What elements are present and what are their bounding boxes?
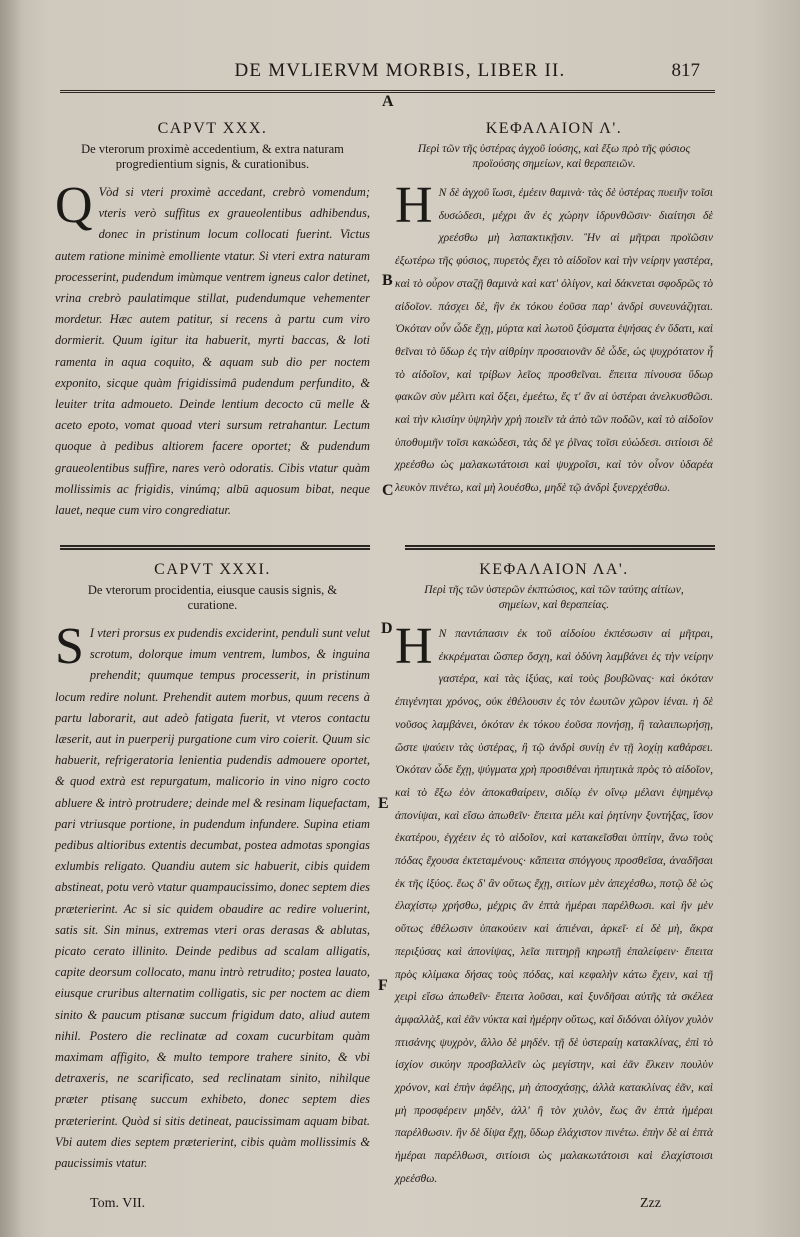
chapter31-greek-title: ΚΕΦΑΛΑΙΟΝ ΛΑ'. <box>479 561 629 578</box>
chapter-divider-left <box>60 545 370 550</box>
signature-mark: Zzz <box>640 1196 661 1211</box>
margin-marker-d: D <box>381 620 393 637</box>
margin-marker-f: F <box>378 977 388 994</box>
margin-marker-b: B <box>382 272 393 289</box>
chapter30-greek <box>395 112 713 500</box>
chapter30-latin-text: Vòd si vteri proximè accedant, crebrò vomendum; vteris verò suffitus ex graueolentibus adhibendus, donec in pristinum locum collocati fuerint. Victus autem ratione minimè emolliente vtatur. Si vteri extra naturam processerint, pudendum imùmque ventrem igneus calor detinet, vrina crebrò paulatimque stillat, pudendumque vehementer mordetur. Hæc autem patitur, si recens à partu cum viro dormierit. Quum igitur ita habuerit, myrti baccas, & loti ramenta in aqua coquito, & aquam sub dio per noctem exponito, sicque quàm frigidissimâ pudendum perfundito, & leuiter trita admoueto. Deinde lentium decocto cū melle & aceto epoto, vomat quoad vteri sursum retrahantur. Lectum quoque à pedibus altiorem facere oportet; & pudendum graueolentibus suffire, nares verò odoratis. Cibis vtatur quàm mollissimis ac frigidis, vinúmq; albū aquosum bibat, neque lauet, neque cum viro congrediatur. <box>55 185 370 518</box>
chapter31-greek-body <box>395 618 713 1191</box>
chapter31-latin-subtitle: De vterorum procidentia, eiusque causis signis, & curatione. <box>87 583 338 612</box>
chapter31-greek-initial: Η <box>395 618 433 675</box>
chapter31-greek-text: Ν παντάπασιν ἐκ τοῦ αἰδοίου ἐκπέσωσιν αἱ μῆτραι, ἐκκρέμαται ὥσπερ ὄσχη, καὶ ὀδύνη λαμβάνει ἐς τὴν νείρην γαστέρα, καὶ τὰς ἰξύας, καὶ τοὺς βουβῶνας· καὶ ὁκόταν ἐπιγένηται χρόνος, οὐκ ἐθέλουσιν ἐς τὸν ἑωυτῶν χῶρον ἰέναι. ἡ δὲ νοῦσος λαμβάνει, ὁκόταν ἐκ τόκου ἐοῦσα πονήσῃ, ἢ ταλαιπωρήσῃ, ὥστε ψαύειν τὰς ὑστέρας, ἢ τῷ ἀνδρὶ συνίῃ ἐν τῇ λοχίῃ καθάρσει. Ὁκόταν ὧδε ἔχῃ, ψύγματα χρὴ προσιθέναι ἠπιητικὰ πρὸς τὸ αἰδοῖον, καὶ τὸ ἔξω ἐὸν ἀποκαθαίρειν, σιδίῳ ἐν οἴνῳ μέλανι ἑψημένῳ ἀπονίψαι, καὶ εἴσω ἀπωθεῖν· ἔπειτα μέλι καὶ ῥητίνην ξυντήξας, ἴσον ἑκατέρου, ἐγχέειν ἐς τὸ αἰδοῖον, καὶ κατακεῖσθαι ὑπτίην, ἄνω τοὺς πόδας ἔχουσα ἐκτεταμένους· κἄπειτα σπόγγους προσθεῖσα, ἀναδῆσαι ἐκ τῆς ἰξύος. ἕως δ' ἂν οὕτως ἔχῃ, σιτίων μὲν ἀπεχέσθω, ποτῷ δὲ ὡς ἐλαχίστῳ χρήσθω, μέχρις ἂν ἑπτὰ ἡμέραι παρέλθωσι. καὶ ἢν μὲν οὕτως ἐθέλωσιν ὑπακούειν καὶ ἀπιέναι, ἀρκεῖ· εἰ δὲ μὴ, ἄκρα περιξύσας καὶ ἀπονίψας, λεῖα πιττηρῇ κηρωτῇ ἐπαλείφειν· ἔπειτα πρὸς κλίμακα δήσας τοὺς πόδας, καὶ κεφαλὴν κάτω ἔχειν, καὶ τῇ χειρὶ εἴσω ἀπωθεῖν· ἔπειτα λοῦσαι, καὶ ξυνδῆσαι αὐτῆς τὰ σκέλεα ἀμφαλλὰξ, καὶ ἐᾶν νύκτα καὶ ἡμέρην οὕτως, καὶ διδόναι ὀλίγον χυλὸν πτισάνης ψυχρὸν, ἄλλο δὲ μηδέν. τῇ δὲ ὑστεραίῃ κατακλίνας, ἐπὶ τὸ ἰσχίον σικύην προσβαλλεῖν ὡς μεγίστην, καὶ ἐᾶν ἕλκειν πουλὺν χρόνον, καὶ ἐπὴν ἀφέλῃς, μὴ ἀποσχάσῃς, ἀλλὰ κατακλίνας ἐᾶν, καὶ μὴ προσφέρειν μηδὲν, ἀλλ' ἢ τὸν χυλὸν, ἕως ἂν ἑπτὰ ἡμέραι παρέλθωσιν. ἢν δὲ δίψα ἔχῃ, ὕδωρ ἐλάχιστον πινέτω. ἐπὴν δὲ αἱ ἑπτὰ ἡμέραι παρέλθωσι, σιτίοισι ὡς μαλακωτάτοισι καὶ ἐλαχίστοισι χρεέσθω. <box>395 627 713 1185</box>
chapter30-latin-title: CAPVT XXX. <box>157 120 268 137</box>
chapter31-latin-body <box>55 618 370 1174</box>
chapter31-latin-text: I vteri prorsus ex pudendis exciderint, penduli sunt velut scrotum, dolorque imum ventrem, lumbos, & inguina prehendit; quumque tempus processerit, in pristinum locum redire nolunt. Prehendit autem morbus, quum recens à partu laborarit, aut adeò fatigata fuerit, vt vteros contactu læserit, aut in puerperij purgatione cum viro coierit. Quum sic habuerit, refrigeratoria lenientia pudendis admouere oportet, & quod extrà est repurgatum, malicorio in vino nigro cocto abluere & intrò protrudere; deinde mel & resinam liquefactam, pari vtriusque portione, in pudendum infundere. Supina etiam pedibus altioribus extentis decumbat, postea admotas spongias exlumbis religato. Quandiu autem sic habuerit, cibis quidem abstineat, potu verò vtatur quampaucissimo, donec septem dies præterierint. Ac si sic quidem obaudire ac redire voluerint, satis sit. Sin minus, extremas vteri oras derasas & ablutas, picato cerato illinito. Deinde pedibus ad scalam alligatis, capite deorsum collocato, manu intrò retrudito; postea lauato, eiusque cruribus alternatim colligatis, sic per noctem ac diem sinito & paucum ptisanæ succum frigidum dato, aliud autem nihil. Postero die reclinatæ ad coxam cucurbitam quàm maximam affigito, & multo tempore trahere sinito, & vbi detraxeris, ne scarificato, sed reclinatam sinito, nihilque præter ptisanę succum exhibeto, donec septem dies præterierint. Quòd si sitis detineat, paucissimam aquam bibat. Vbi autem dies septem præterierint, cibis quàm mollissimis & paucissimis vtatur. <box>55 626 370 1171</box>
chapter30-latin-subtitle: De vterorum proximè accedentium, & extra naturam progredientium signis, & curationibus. <box>81 142 344 171</box>
chapter30-latin-initial: Q <box>55 177 93 234</box>
chapter30-greek-title: ΚΕΦΑΛΑΙΟΝ Λ'. <box>485 120 623 137</box>
page-number: 817 <box>671 60 700 81</box>
chapter31-greek <box>395 553 713 1191</box>
chapter31-latin <box>55 553 370 1174</box>
margin-marker-c: C <box>382 482 394 499</box>
chapter30-latin-body <box>55 177 370 521</box>
chapter31-latin-initial: S <box>55 618 84 675</box>
volume-footer: Tom. VII. <box>90 1196 146 1211</box>
chapter30-greek-body <box>395 177 713 500</box>
chapter-divider-right <box>405 545 715 550</box>
chapter30-greek-initial: Η <box>395 177 433 234</box>
chapter30-latin <box>55 112 370 521</box>
margin-marker-e: E <box>378 795 389 812</box>
chapter31-latin-title: CAPVT XXXI. <box>154 561 271 578</box>
running-head: DE MVLIERVM MORBIS, LIBER II. <box>234 60 566 81</box>
margin-marker-a: A <box>382 93 394 110</box>
chapter30-greek-subtitle: Περὶ τῶν τῆς ὑστέρας ἀγχοῦ ἰούσης, καὶ ἔξω πρὸ τῆς φύσιος προϊούσης σημείων, καὶ θεραπειῶν. <box>417 143 691 170</box>
chapter31-greek-subtitle: Περὶ τῆς τῶν ὑστερῶν ἐκπτώσιος, καὶ τῶν ταύτης αἰτίων, σημείων, καὶ θεραπείας. <box>424 584 684 611</box>
chapter30-greek-text: Ν δὲ ἀγχοῦ ἴωσι, ἐμέειν θαμινὰ· τὰς δὲ ὑστέρας πυειῆν τοῖσι δυσώδεσι, μέχρι ἂν ἐς χώρην ἱδρυνθῶσιν· διαίτησι δὲ χρεέσθω μὴ λαπακτικῇσιν. Ἢν αἱ μῆτραι προϊῶσιν ἐξωτέρω τῆς φύσιος, πυρετὸς ἔχει τὸ αἰδοῖον καὶ τὴν νείρην γαστέρα, καὶ τὸ οὖρον σταζῇ θαμινὰ καὶ κατ' ὀλίγον, καὶ δάκνεται σφοδρῶς τὸ αἰδοῖον. πάσχει δὲ, ἢν ἐκ τόκου ἐοῦσα παρ' ἀνδρὶ συνευνάζηται. Ὁκόταν οὖν ὧδε ἔχῃ, μύρτα καὶ λωτοῦ ξύσματα ἑψήσας ἐν ὕδατι, καὶ θεῖναι τὸ ὕδωρ ἐς τὴν αἰθρίην προσαιονᾶν δὲ ὧδε, ὡς ψυχρότατον ἦ τὸ αἰδοῖον, καὶ τρίβων λεῖος προσθεῖναι. ἔπειτα πίνουσα ὕδωρ φακῶν σὺν μέλιτι καὶ ὄξει, ἐμεέτω, ἔς τ' ἂν αἱ ὑστέραι ἀνελκυσθῶσι. καὶ τὴν κλισίην ὑψηλὴν χρὴ ποιεῖν τὰ ἀπὸ τῶν ποδῶν, καὶ τὸ αἰδοῖον ὑποθυμιῆν τοῖσι κακώδεσι, τὰς δὲ γε ῥῖνας τοῖσι εὐώδεσι. σιτίοισι δὲ χρεέσθω ὡς μαλακωτάτοισι καὶ ψυχροῖσι, καὶ τὸν οἶνον ὑδαρέα λευκὸν πινέτω, καὶ μὴ λουέσθω, μηδὲ τῷ ἀνδρὶ ξυνερχέσθω. <box>395 186 713 495</box>
page-gutter-shadow <box>0 0 22 1237</box>
